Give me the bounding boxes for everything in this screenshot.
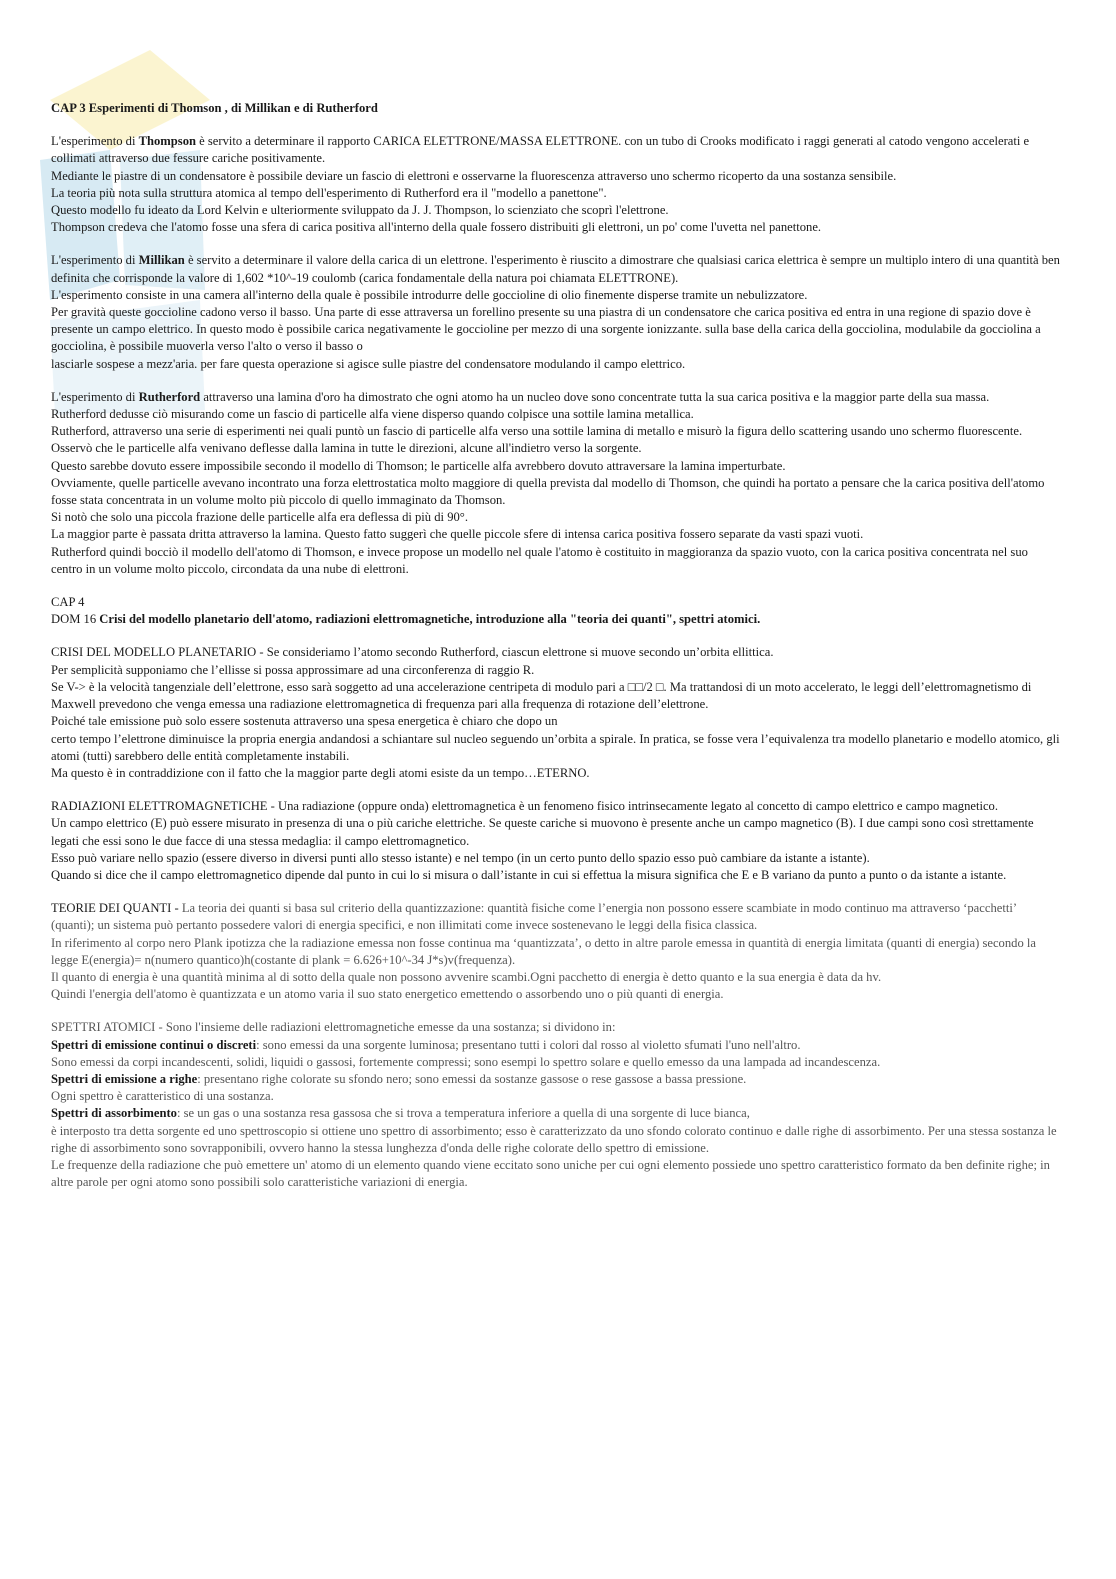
paragraph: CRISI DEL MODELLO PLANETARIO - Se consideriamo l’atomo secondo Rutherford, ciascun elettrone si muove secondo un’orbita ellittica. [51, 645, 774, 660]
paragraph: Questo sarebbe dovuto essere impossibile secondo il modello di Thomson; le particelle alfa avrebbero dovuto attraversare la lamina imperturbate. [51, 458, 786, 473]
paragraph: Quando si dice che il campo elettromagnetico dipende dal punto in cui lo si misura o dall’istante in cui si effettua la misura significa che E e B variano da punto a punto o da istante a istante. [51, 867, 1007, 882]
paragraph: Il quanto di energia è una quantità minima al di sotto della quale non possono avvenire scambi.Ogni pacchetto di energia è detto quanto e la sua energia è data da hv. [51, 969, 882, 984]
paragraph: Thompson credeva che l'atomo fosse una sfera di carica positiva all'interno della quale fossero distribuiti gli elettroni, un po' come l'uvetta nel panettone. [51, 220, 822, 235]
chapter-4-heading [51, 594, 1061, 628]
paragraph: Poiché tale emissione può solo essere sostenuta attraverso una spesa energetica è chiaro che dopo un [51, 714, 558, 729]
paragraph: Mediante le piastre di un condensatore è possibile deviare un fascio di elettroni e osservarne la fluorescenza attraverso uno schermo ricoperto da una sostanza sensibile. [51, 168, 897, 183]
paragraph: Spettri di emissione a righe: presentano righe colorate su sfondo nero; sono emessi da sostanze gassose o rese gassose a bassa pressione. [51, 1071, 747, 1086]
paragraph: Spettri di emissione continui o discreti: sono emessi da una sorgente luminosa; presentano tutti i colori dal rosso al violetto sfumati l'uno nell'altro. [51, 1037, 801, 1052]
paragraph: RADIAZIONI ELETTROMAGNETICHE - Una radiazione (oppure onda) elettromagnetica è un fenomeno fisico intrinsecamente legato al concetto di campo elettrico e campo magnetico. [51, 799, 998, 814]
paragraph: La maggior parte è passata dritta attraverso la lamina. Questo fatto suggerì che quelle piccole sfere di intensa carica positiva fossero separate da vasti spazi vuoti. [51, 527, 864, 542]
paragraph: Rutherford quindi bocciò il modello dell'atomo di Thomson, e invece propose un modello nel quale l'atomo è costituito in maggioranza da spazio vuoto, con la carica positiva concentrata nel suo centro in un volume molto piccolo, circondata da una nube di elettroni. [51, 544, 1028, 576]
paragraph: L'esperimento di Thompson è servito a determinare il rapporto CARICA ELETTRONE/MASSA ELETTRONE. con un tubo di Crooks modificato i raggi generati al catodo vengono accelerati e collimati attraverso due fessure cariche positivamente. [51, 134, 1030, 166]
dom-16-title: DOM 16 Crisi del modello planetario dell'atomo, radiazioni elettromagnetiche, introduzione alla "teoria dei quanti", spettri atomici. [51, 612, 761, 627]
paragraph: lasciarle sospese a mezz'aria. per fare questa operazione si agisce sulle piastre del condensatore modulando il campo elettrico. [51, 356, 686, 371]
chapter-3-title: CAP 3 Esperimenti di Thomson , di Millikan e di Rutherford [51, 101, 378, 115]
chapter-4-label: CAP 4 [51, 595, 85, 610]
paragraph: Se V-> è la velocità tangenziale dell’elettrone, esso sarà soggetto ad una accelerazione centripeta di modulo pari a □□/2 □. Ma trattandosi di un moto accelerato, le leggi dell’elettromagnetismo di Maxwell prevedono che venga emessa una radiazione elettromagnetica di frequenza pari alla frequenza di rotazione dell’elettrone. [51, 679, 1032, 712]
paragraph: Un campo elettrico (E) può essere misurato in presenza di una o più cariche elettriche. Se queste cariche si muovono è presente anche un campo magnetico (B). I due campi sono così strettamente legati che essi sono le due facce di una stessa medaglia: il campo elettromagnetico. [51, 816, 1034, 848]
paragraph: Ma questo è in contraddizione con il fatto che la maggior parte degli atomi esiste da un tempo…ETERNO. [51, 765, 590, 780]
spettri-section [51, 1019, 1061, 1191]
paragraph: Si notò che solo una piccola frazione delle particelle alfa era deflessa di più di 90°. [51, 510, 468, 525]
paragraph: certo tempo l’elettrone diminuisce la propria energia andandosi a schiantare sul nucleo seguendo un’orbita a spirale. In pratica, se fosse vera l’equivalenza tra modello planetario e modello atomico, gli atomi (tutti) sarebbero delle entità completamente instabili. [51, 731, 1060, 763]
paragraph: L'esperimento di Millikan è servito a determinare il valore della carica di un elettrone. l'esperimento è riuscito a dimostrare che qualsiasi carica elettrica è sempre un multiplo intero di una quantità ben definita che corrisponde la valore di 1,602 *10^-19 coulomb (carica fondamentale della natura poi chiamata ELETTRONE). [51, 253, 1060, 285]
paragraph: Esso può variare nello spazio (essere diverso in diversi punti allo stesso istante) e nel tempo (in un certo punto dello spazio esso può cambiare da istante a istante). [51, 850, 870, 865]
crisi-section [51, 644, 1061, 782]
paragraph: L'esperimento di Rutherford attraverso una lamina d'oro ha dimostrato che ogni atomo ha un nucleo dove sono concentrate tutta la sua carica positiva e la maggior parte della sua massa. [51, 389, 990, 404]
paragraph: è interposto tra detta sorgente ed uno spettroscopio si ottiene uno spettro di assorbimento; esso è caratterizzato da uno sfondo colorato continuo e dalle righe di assorbimento. Per una stessa sostanza le righe di assorbimento sono sovrapponibili, ovvero hanno la stessa lunghezza d'onda delle righe colorate dello spettro di emissione. [51, 1123, 1057, 1155]
paragraph: Quindi l'energia dell'atomo è quantizzata e un atomo varia il suo stato energetico emettendo o assorbendo uno o più quanti di energia. [51, 987, 724, 1002]
paragraph: Questo modello fu ideato da Lord Kelvin e ulteriormente sviluppato da J. J. Thompson, lo scienziato che scoprì l'elettrone. [51, 203, 669, 218]
paragraph: Osservò che le particelle alfa venivano deflesse dalla lamina in tutte le direzioni, alcune all'indietro verso la sorgente. [51, 441, 642, 456]
paragraph: Spettri di assorbimento: se un gas o una sostanza resa gassosa che si trova a temperatura inferiore a quella di una sorgente di luce bianca, [51, 1106, 750, 1121]
millikan-section [51, 252, 1061, 372]
paragraph: L'esperimento consiste in una camera all'interno della quale è possibile introdurre delle goccioline di olio finemente disperse tramite un nebulizzatore. [51, 287, 808, 302]
paragraph: Ovviamente, quelle particelle avevano incontrato una forza elettrostatica molto maggiore di quella prevista dal modello di Thomson, che quindi ha portato a pensare che la carica positiva dell'atomo fosse stata concentrata in un volume molto più piccolo di quello immaginato da Thomson. [51, 475, 1045, 508]
paragraph: Per gravità queste goccioline cadono verso il basso. Una parte di esse attraversa un forellino presente su una piastra di un condensatore che carica positiva ed entra in una regione di spazio dove è presente un campo elettrico. In questo modo è possibile carica negativamente le goccioline per mezzo di una sorgente ionizzante. sulla base della carica della gocciolina, modulabile da gocciolina a gocciolina, è possibile muoverla verso l'alto o verso il basso o [51, 305, 1041, 354]
radiazioni-section [51, 798, 1061, 884]
paragraph: Rutherford, attraverso una serie di esperimenti nei quali puntò un fascio di particelle alfa verso una sottile lamina di metallo e misurò la figura dello scattering usando uno schermo fluorescente. [51, 424, 1023, 439]
thomson-section [51, 133, 1061, 236]
paragraph: Ogni spettro è caratteristico di una sostanza. [51, 1089, 274, 1104]
quanti-section [51, 900, 1061, 1003]
paragraph: In riferimento al corpo nero Plank ipotizza che la radiazione emessa non fosse continua ma ‘quantizzata’, o detto in altre parole emessa in quantità di energia limitata (quanti di energia) secondo la legge E(energia)= n(numero quantico)h(costante di plank = 6.626+10^-34 J*s)v(frequenza). [51, 935, 1036, 967]
paragraph: Sono emessi da corpi incandescenti, solidi, liquidi o gassosi, fortemente compressi; sono esempi lo spettro solare e quello emesso da una lampada ad incandescenza. [51, 1054, 881, 1069]
paragraph: Le frequenze della radiazione che può emettere un' atomo di un elemento quando viene eccitato sono uniche per cui ogni elemento possiede uno spettro caratteristico formato da ben definite righe; in altre parole per ogni atomo sono possibili solo caratteristiche variazioni di energia. [51, 1157, 1050, 1190]
paragraph: Per semplicità supponiamo che l’ellisse si possa approssimare ad una circonferenza di raggio R. [51, 662, 535, 677]
document-page [51, 100, 1061, 1207]
paragraph: La teoria più nota sulla struttura atomica al tempo dell'esperimento di Rutherford era il "modello a panettone". [51, 185, 607, 200]
paragraph: Rutherford dedusse ciò misurando come un fascio di particelle alfa viene disperso quando colpisce una sottile lamina metallica. [51, 407, 694, 422]
paragraph: SPETTRI ATOMICI - Sono l'insieme delle radiazioni elettromagnetiche emesse da una sostanza; si dividono in: [51, 1020, 616, 1035]
rutherford-section [51, 389, 1061, 578]
paragraph: TEORIE DEI QUANTI - La teoria dei quanti si basa sul criterio della quantizzazione: quantità fisiche come l’energia non possono essere scambiate in modo continuo ma attraverso ‘pacchetti’ (quanti); un sistema può pertanto possedere valori di energia specifici, e non illimitati come invece sostenevano le leggi della fisica classica. [51, 901, 1017, 933]
